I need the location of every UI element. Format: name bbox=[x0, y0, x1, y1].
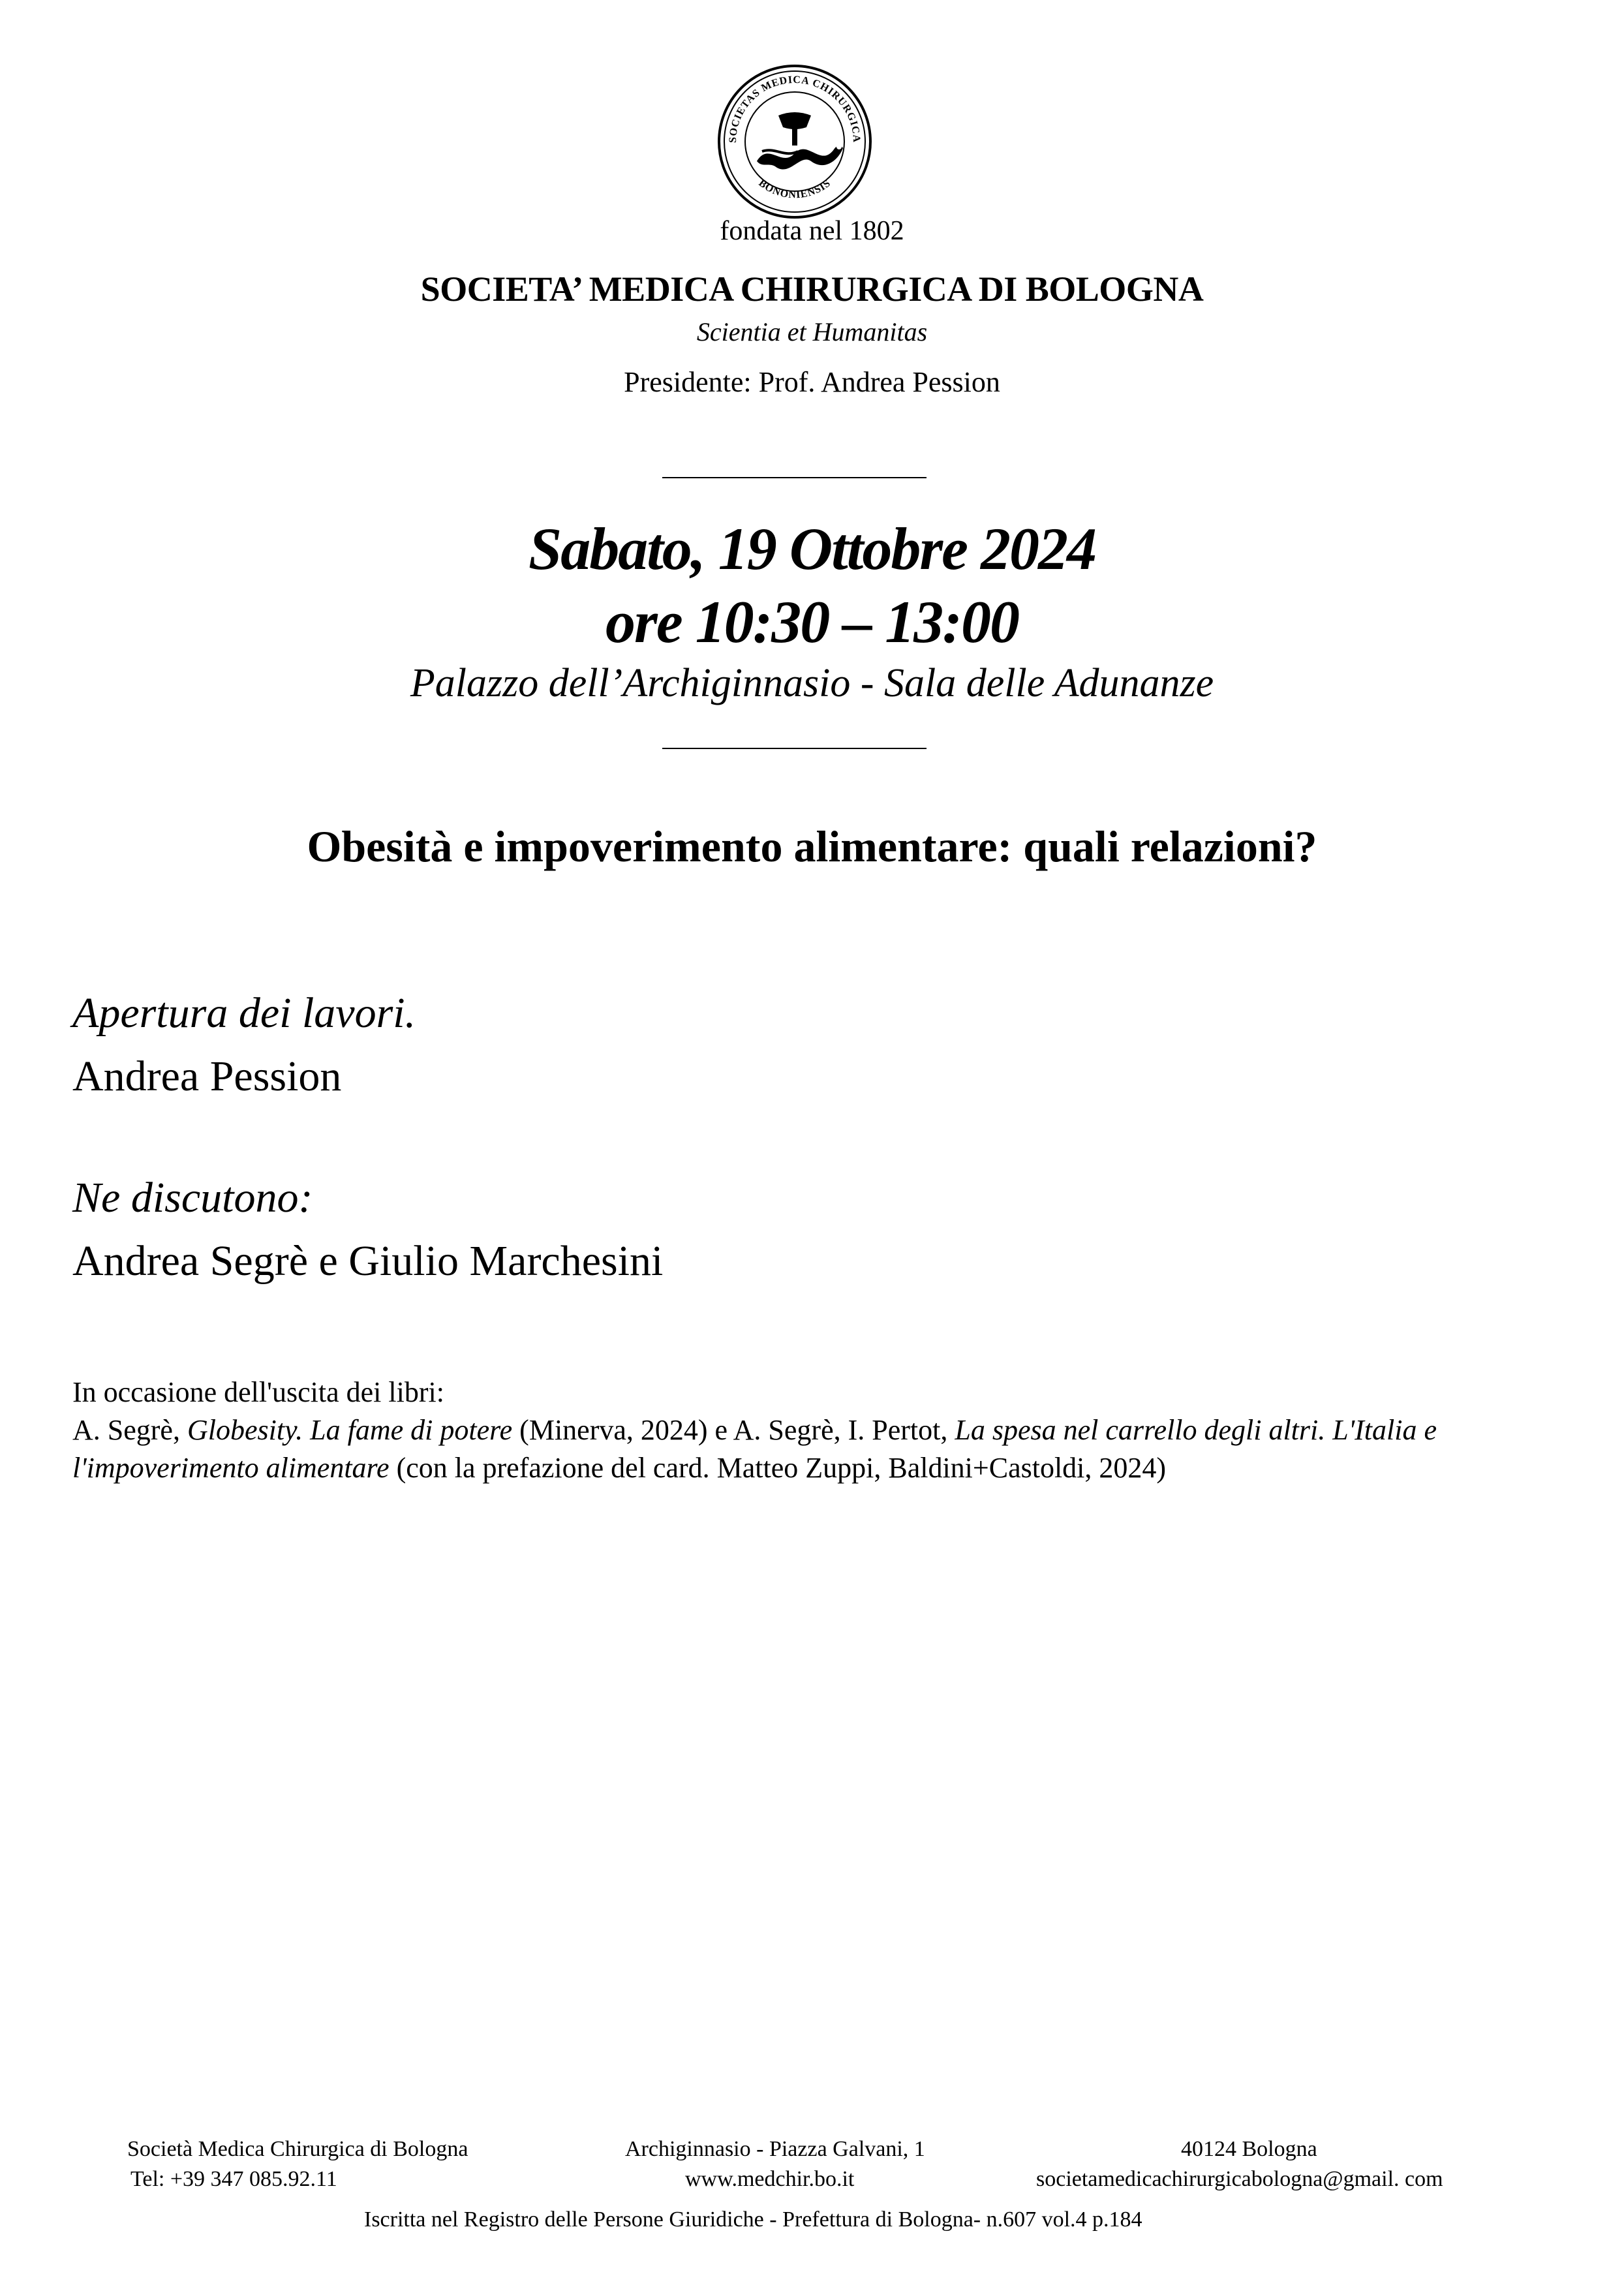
opening-label: Apertura dei lavori. bbox=[72, 989, 416, 1037]
founded-year: fondata nel 1802 bbox=[720, 216, 904, 246]
book1-publisher: (Minerva, 2024) e A. Segrè, I. Pertot, bbox=[512, 1414, 955, 1446]
footer-email: societamedicachirurgicabologna@gmail. com bbox=[1036, 2167, 1443, 2191]
books-section bbox=[72, 1374, 1547, 1487]
society-name: SOCIETA’ MEDICA CHIRURGICA DI BOLOGNA bbox=[420, 269, 1204, 309]
footer-registry: Iscritta nel Registro delle Persone Giuridiche - Prefettura di Bologna- n.607 vol.4 p.184 bbox=[364, 2207, 1142, 2232]
discussion-speakers: Andrea Segrè e Giulio Marchesini bbox=[72, 1237, 664, 1285]
book2-publisher: (con la prefazione del card. Matteo Zuppi, Baldini+Castoldi, 2024) bbox=[389, 1452, 1167, 1484]
seal-text-top: SOCIETAS MEDICA CHIRURGICA bbox=[727, 74, 863, 144]
divider-top bbox=[662, 477, 927, 478]
svg-text:BONONIENSIS bbox=[756, 177, 833, 200]
event-title: Obesità e impoverimento alimentare: quali relazioni? bbox=[307, 822, 1317, 871]
event-date: Sabato, 19 Ottobre 2024 bbox=[529, 515, 1095, 582]
book2-title: La spesa nel carrello degli altri. L'Italia e l'impoverimento alimentare bbox=[72, 1414, 1437, 1484]
president-line: Presidente: Prof. Andrea Pession bbox=[624, 366, 1000, 398]
books-citation bbox=[72, 1411, 1547, 1487]
book1-title: Globesity. La fame di potere bbox=[187, 1414, 513, 1446]
opening-speaker: Andrea Pession bbox=[72, 1052, 342, 1100]
footer-website: www.medchir.bo.it bbox=[685, 2167, 855, 2191]
footer-city: 40124 Bologna bbox=[1181, 2137, 1317, 2161]
discussion-label: Ne discutono: bbox=[72, 1174, 313, 1221]
event-venue: Palazzo dell’Archiginnasio - Sala delle Adunanze bbox=[410, 661, 1214, 705]
society-motto: Scientia et Humanitas bbox=[696, 317, 928, 346]
event-time: ore 10:30 – 13:00 bbox=[605, 589, 1019, 655]
seal-text-bottom: BONONIENSIS bbox=[756, 177, 833, 201]
book1-author: A. Segrè, bbox=[72, 1414, 187, 1446]
footer-society-name: Società Medica Chirurgica di Bologna bbox=[127, 2137, 468, 2161]
footer-address: Archiginnasio - Piazza Galvani, 1 bbox=[625, 2137, 925, 2161]
society-seal-logo bbox=[716, 63, 873, 220]
books-intro: In occasione dell'uscita dei libri: bbox=[72, 1376, 444, 1408]
divider-bottom bbox=[662, 748, 927, 749]
footer-phone: Tel: +39 347 085.92.11 bbox=[130, 2167, 337, 2191]
